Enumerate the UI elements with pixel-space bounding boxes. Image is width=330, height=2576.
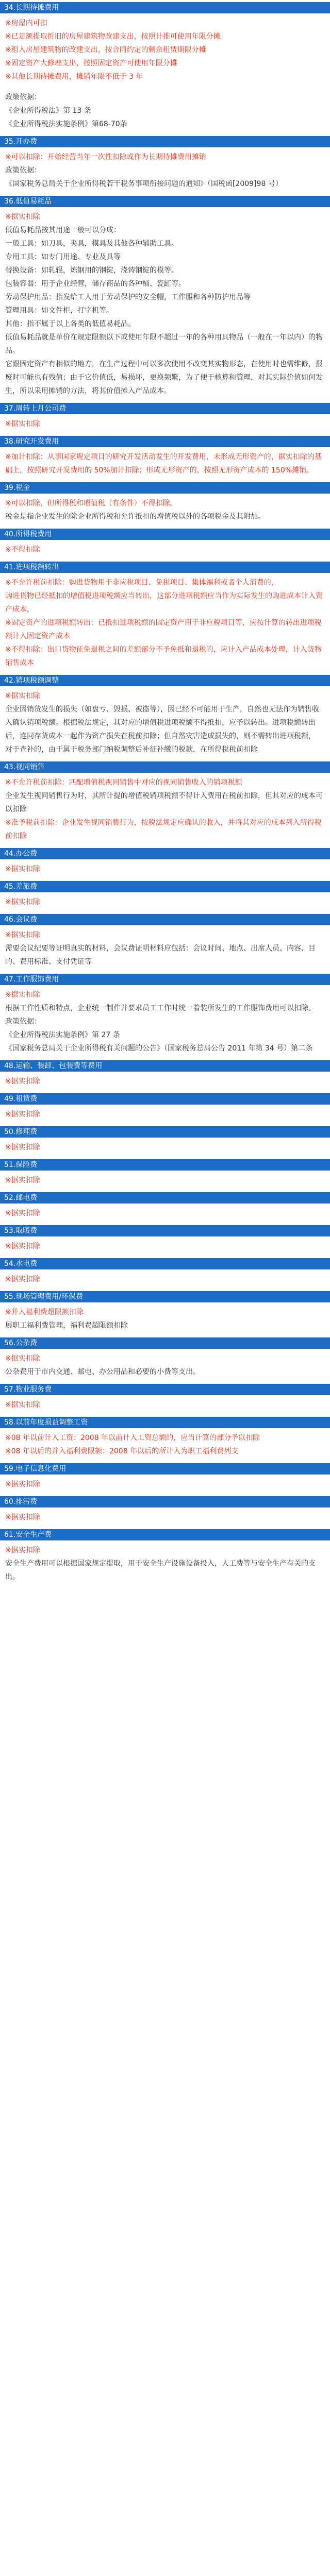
highlight-line: ※不允许税前扣除：匹配增值税视同销售中对应的视同销售收入的销项税额	[5, 778, 242, 787]
text-line: 包装容器：用于企业经营，储存商品的各种桶、瓷缸等。	[5, 280, 186, 288]
spacer	[0, 83, 330, 91]
section-title: 43.视同销售	[0, 761, 330, 773]
section-title: 51.保险费	[0, 1159, 330, 1171]
highlight-line: ※据实扣除	[5, 1546, 40, 1554]
highlight-line: ※固定资产的进项税额转出：已抵扣进项税额的固定资产用于非应税项目等，应按计算的转出进项税额计入固定资产成本	[5, 619, 322, 640]
section-title: 58.以前年度损益调整工资	[0, 1417, 330, 1428]
text-line: 安全生产费用可以根据国家规定提取，用于安全生产设施设备投入，人工费等与安全生产有关的支出。	[5, 1560, 316, 1581]
text-line: 低值易耗品按其用途一般可以分成：	[5, 226, 121, 234]
text-line: 对于查补的，由于属于税务部门纳税调整后补征补缴的税款，在所得税税前扣除	[5, 745, 258, 754]
highlight-line: ※据实扣除	[5, 1209, 40, 1217]
highlight-line: ※其他长期待摊费用，摊销年限不低于 3 年	[5, 73, 143, 81]
text-line: 它跟固定资产有相似的地方，在生产过程中可以多次使用不改变其实物形态，在使用时也需维修，报废时可能也有残值；由于它价值低，易损坏，更换频繁，为了便于核算和管理，对其实际价值如何发生，所以采用摊销的方法，将其价值摊入产品成本。	[5, 360, 323, 395]
section-title: 54.水电费	[0, 1258, 330, 1269]
text-line: 低值易耗品就是单价在规定限额以下或使用年限不超过一年的各种用具物品（一般在一年以内）的物品。	[5, 333, 323, 355]
text-line: 其他：指不属于以上各类的低值易耗品。	[5, 320, 135, 328]
text-line: 管理用具：如文件柜，打字机等。	[5, 307, 113, 315]
highlight-line: ※据实扣除	[5, 1242, 40, 1250]
section-title: 42.销项税额调整	[0, 675, 330, 686]
section-title: 50.修理费	[0, 1126, 330, 1138]
text-line: 税金是指企业发生的除企业所得税和允许抵扣的增值税以外的各项税金及其附加。	[5, 513, 265, 521]
highlight-line: ※租入房屋建筑物的改建支出，按合同约定的剩余租赁期限分摊	[5, 46, 206, 54]
text-line: 《企业所得税法实施条例》第68-70条	[5, 120, 127, 128]
highlight-line: ※准予税前扣除：企业发生视同销售行为，按税法规定应确认的收入，并将其对应的成本列入所得税前扣除	[5, 819, 322, 840]
highlight-line: ※并入福利费超限额扣除	[5, 1308, 84, 1316]
section-title: 38.研究开发费用	[0, 436, 330, 447]
section-title: 60.排污费	[0, 1496, 330, 1507]
highlight-line: ※不得扣除：出口货物征免退税之间的差额部分不予免抵和退税的，应计入产品成本处理，计入货物销售成本	[5, 646, 322, 667]
highlight-line: ※据实扣除	[5, 1275, 40, 1283]
highlight-line: ※房屋内可扣	[5, 19, 47, 27]
text-line: 政策依据：	[5, 1018, 41, 1026]
highlight-line: ※据实扣除	[5, 865, 40, 873]
highlight-line: ※08 年以前计入工资：2008 年以前计入工资总额的，应当计算的部分予以扣除	[5, 1434, 260, 1442]
section-title: 37.周转上月公司费	[0, 403, 330, 414]
highlight-line: ※据实扣除	[5, 692, 40, 700]
highlight-line: ※据实扣除	[5, 213, 40, 221]
text-line: 展职工福利费管理，福利费超限额扣除	[5, 1321, 128, 1330]
text-line: 企业因销货发生的损失（如盘亏、毁损、被盗等），因已经不可能用于生产，自然也无法作为销售收入确认销项税额。根据税法规定，其对应的增值税进项税额不得抵扣，应予以转出。进项税额转出后，连同存货成本一起作为资产损失在税前扣除；但自然灾害造成损失的，则不需转出进项税额，	[5, 705, 319, 740]
highlight-line: ※可以扣除，但所得税和增值税（有条件）不得扣除。	[5, 499, 177, 507]
section-title: 36.低值易耗品	[0, 196, 330, 207]
text-line: 一般工具：如刀具，夹具，模具及其他各种辅助工具。	[5, 240, 178, 248]
section-title: 41.进项税额转出	[0, 562, 330, 573]
highlight-line: ※08 年以后的并入福利费限额：2008 年以后的所计入为职工福利费列支	[5, 1447, 239, 1455]
section-title: 35.开办费	[0, 136, 330, 147]
highlight-line: ※据实扣除	[5, 420, 40, 428]
text-line: 专用工具：如专门用途、专业及具等	[5, 253, 121, 261]
section-title: 40.所得税费用	[0, 529, 330, 540]
section-title: 48.运输、装卸、包装费等费用	[0, 1060, 330, 1072]
text-line: 政策依据：	[5, 93, 41, 101]
text-line: 《国家税务总局关于企业所得税若干税务事项衔接问题的通知》（国税函[2009]98 号）	[5, 180, 283, 188]
highlight-line: ※固定资产大修理支出，按照固定资产可使用年限分摊	[5, 59, 177, 67]
highlight-line: ※据实扣除	[5, 1077, 40, 1086]
text-line: 根据工作性质和特点，企业统一制作并要求员工工作时统一着装所发生的工作服饰费用可以扣除。	[5, 1004, 316, 1012]
highlight-line: ※据实扣除	[5, 1110, 40, 1118]
section-title: 55.现场管理费用/环保费	[0, 1291, 330, 1302]
highlight-line: ※已足额提取折旧的房屋建筑物改建支出，按照计推可使用年限分摊	[5, 32, 221, 41]
section-title: 45.差旅费	[0, 881, 330, 892]
section-title: 52.邮电费	[0, 1192, 330, 1204]
text-line: 替换设备：如轧辊，炼钢用的钢锭，浇铸钢锭的模等。	[5, 266, 178, 275]
highlight-line: 购进货物已经抵扣的增值税进项税额应当转出，这部分进项税额应当作为实际发生的购进成本计入资产成本，	[5, 592, 323, 614]
highlight-line: ※据实扣除	[5, 898, 40, 906]
section-title: 44.办公费	[0, 848, 330, 859]
section-title: 46.会议费	[0, 914, 330, 925]
section-title: 57.物业服务费	[0, 1384, 330, 1395]
section-title: 53.取暖费	[0, 1225, 330, 1236]
highlight-line: ※据实扣除	[5, 1401, 40, 1409]
highlight-line: ※不允许税前扣除：购进货物用于非应税项目、免税项目、集体福利或者个人消费的，	[5, 579, 278, 587]
highlight-line: ※据实扣除	[5, 1354, 40, 1363]
highlight-line: ※加计扣除：从事国家规定项目的研究开发活动发生的开发费用，未形成无形资产的，据实扣除的基础上，按照研究开发费用的 50%加计扣除；形成无形资产的，按照无形资产成本的 150%摊销。	[5, 453, 322, 474]
section-title: 56.公杂费	[0, 1337, 330, 1349]
section-title: 61.安全生产费	[0, 1529, 330, 1540]
highlight-line: ※不得扣除	[5, 546, 40, 554]
section-title: 47.工作服饰费用	[0, 974, 330, 985]
highlight-line: ※据实扣除	[5, 1176, 40, 1184]
section-title: 34.长期待摊费用	[0, 2, 330, 13]
highlight-line: ※据实扣除	[5, 1513, 40, 1521]
text-line: 劳动保护用品：指发给工人用于劳动保护的安全帽，工作服和各种防护用品等	[5, 293, 251, 301]
highlight-line: ※可以扣除：开始经营当年一次性扣除或作为长期待摊费用摊销	[5, 153, 206, 161]
text-line: 《国家税务总局关于企业所得税有关问题的公告》（国家税务总局公告 2011 年第 34 号）第二条	[5, 1044, 313, 1053]
text-line: 需要会议纪要等证明真实的材料，会议费证明材料应包括：会议时间、地点、出席人员、内容、目的、费用标准、支付凭证等	[5, 944, 316, 966]
text-line: 《企业所得税法实施条例》第 27 条	[5, 1031, 120, 1039]
text-line: 公杂费用于市内交通、邮电、办公用品和必要的小费等支出。	[5, 1368, 200, 1376]
highlight-line: ※据实扣除	[5, 1480, 40, 1488]
highlight-line: ※据实扣除	[5, 931, 40, 939]
text-line: 企业发生视同销售行为时，其所计提的增值税销项税额不得计入费用在税前扣除，但其对应的成本可以扣除	[5, 792, 323, 814]
section-title: 39.税金	[0, 482, 330, 494]
text-line: 《企业所得税法》第 13 条	[5, 107, 91, 115]
text-line: 政策依据：	[5, 166, 41, 175]
section-title: 59.电子信息化费用	[0, 1463, 330, 1475]
highlight-line: ※据实扣除	[5, 1143, 40, 1151]
section-title: 49.租赁费	[0, 1093, 330, 1105]
highlight-line: ※据实扣除	[5, 991, 40, 999]
